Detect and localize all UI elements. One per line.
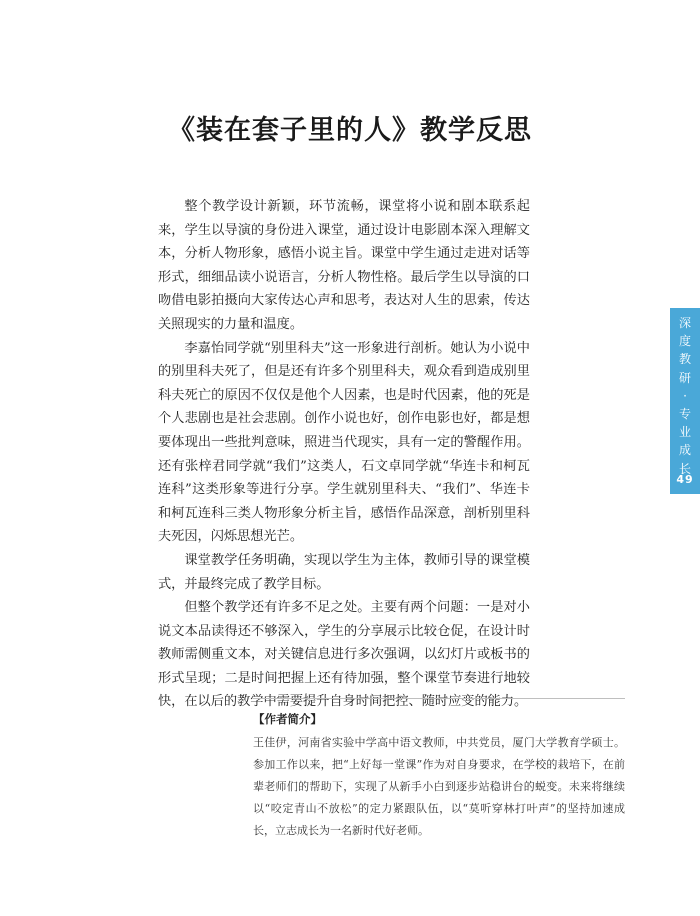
body-paragraph-2: 李嘉怡同学就“别里科夫”这一形象进行剖析。她认为小说中的别里科夫死了，但是还有许多个别里科夫，观众看到造成别里科夫死亡的原因不仅仅是他个人因素，也是时代因素，他的死是个人悲剧也是社会悲剧。创作小说也好，创作电影也好，都是想要体现出一些批判意味，照进当代现实，具有一定的警醒作用。还有张梓君同学就“我们”这类人，石文卓同学就“华连卡和柯瓦连科”这类形象等进行分享。学生就别里科夫、“我们”、华连卡和柯瓦连科三类人物形象分析主旨，感悟作品深意，剖析别里科夫死因，闪烁思想光芒。 (158, 340, 530, 545)
page-title: 《装在套子里的人》教学反思 (168, 115, 532, 147)
section-label: 深 度 教 研 · 专 业 成 长 (678, 316, 691, 476)
section-side-tab (670, 308, 700, 494)
article-body (158, 195, 530, 714)
body-paragraph-4: 但整个教学还有许多不足之处。主要有两个问题：一是对小说文本品读得还不够深入，学生的分享展示比较仓促，在设计时教师需侧重文本，对关键信息进行多次强调，以幻灯片或板书的形式呈现；二是时间把握上还有待加强，整个课堂节奏进行地较快，在以后的教学中需要提升自身时间把控、随时应变的能力。 (158, 600, 530, 710)
author-bio-heading: 【作者简介】 (253, 712, 322, 726)
page-number: 49 (676, 473, 694, 486)
body-paragraph-1: 整个教学设计新颖，环节流畅，课堂将小说和剧本联系起来，学生以导演的身份进入课堂，通过设计电影剧本深入理解文本，分析人物形象，感悟小说主旨。课堂中学生通过走进对话等形式，细细品读小说语言，分析人物性格。最后学生以导演的口吻借电影拍摄向大家传达心声和思考，表达对人生的思索，传达关照现实的力量和温度。 (158, 199, 530, 332)
body-paragraph-3: 课堂教学任务明确，实现以学生为主体，教师引导的课堂模式，并最终完成了教学目标。 (158, 552, 530, 592)
bio-divider (253, 698, 625, 699)
author-bio-text: 王佳伊，河南省实验中学高中语文教师，中共党员，厦门大学教育学硕士。参加工作以来，把“上好每一堂课”作为对自身要求，在学校的栽培下，在前辈老师们的帮助下，实现了从新手小白到逐步站稳讲台的蜕变。未来将继续以“咬定青山不放松”的定力紧跟队伍，以“莫听穿林打叶声”的坚持加速成长，立志成长为一名新时代好老师。 (253, 736, 625, 837)
